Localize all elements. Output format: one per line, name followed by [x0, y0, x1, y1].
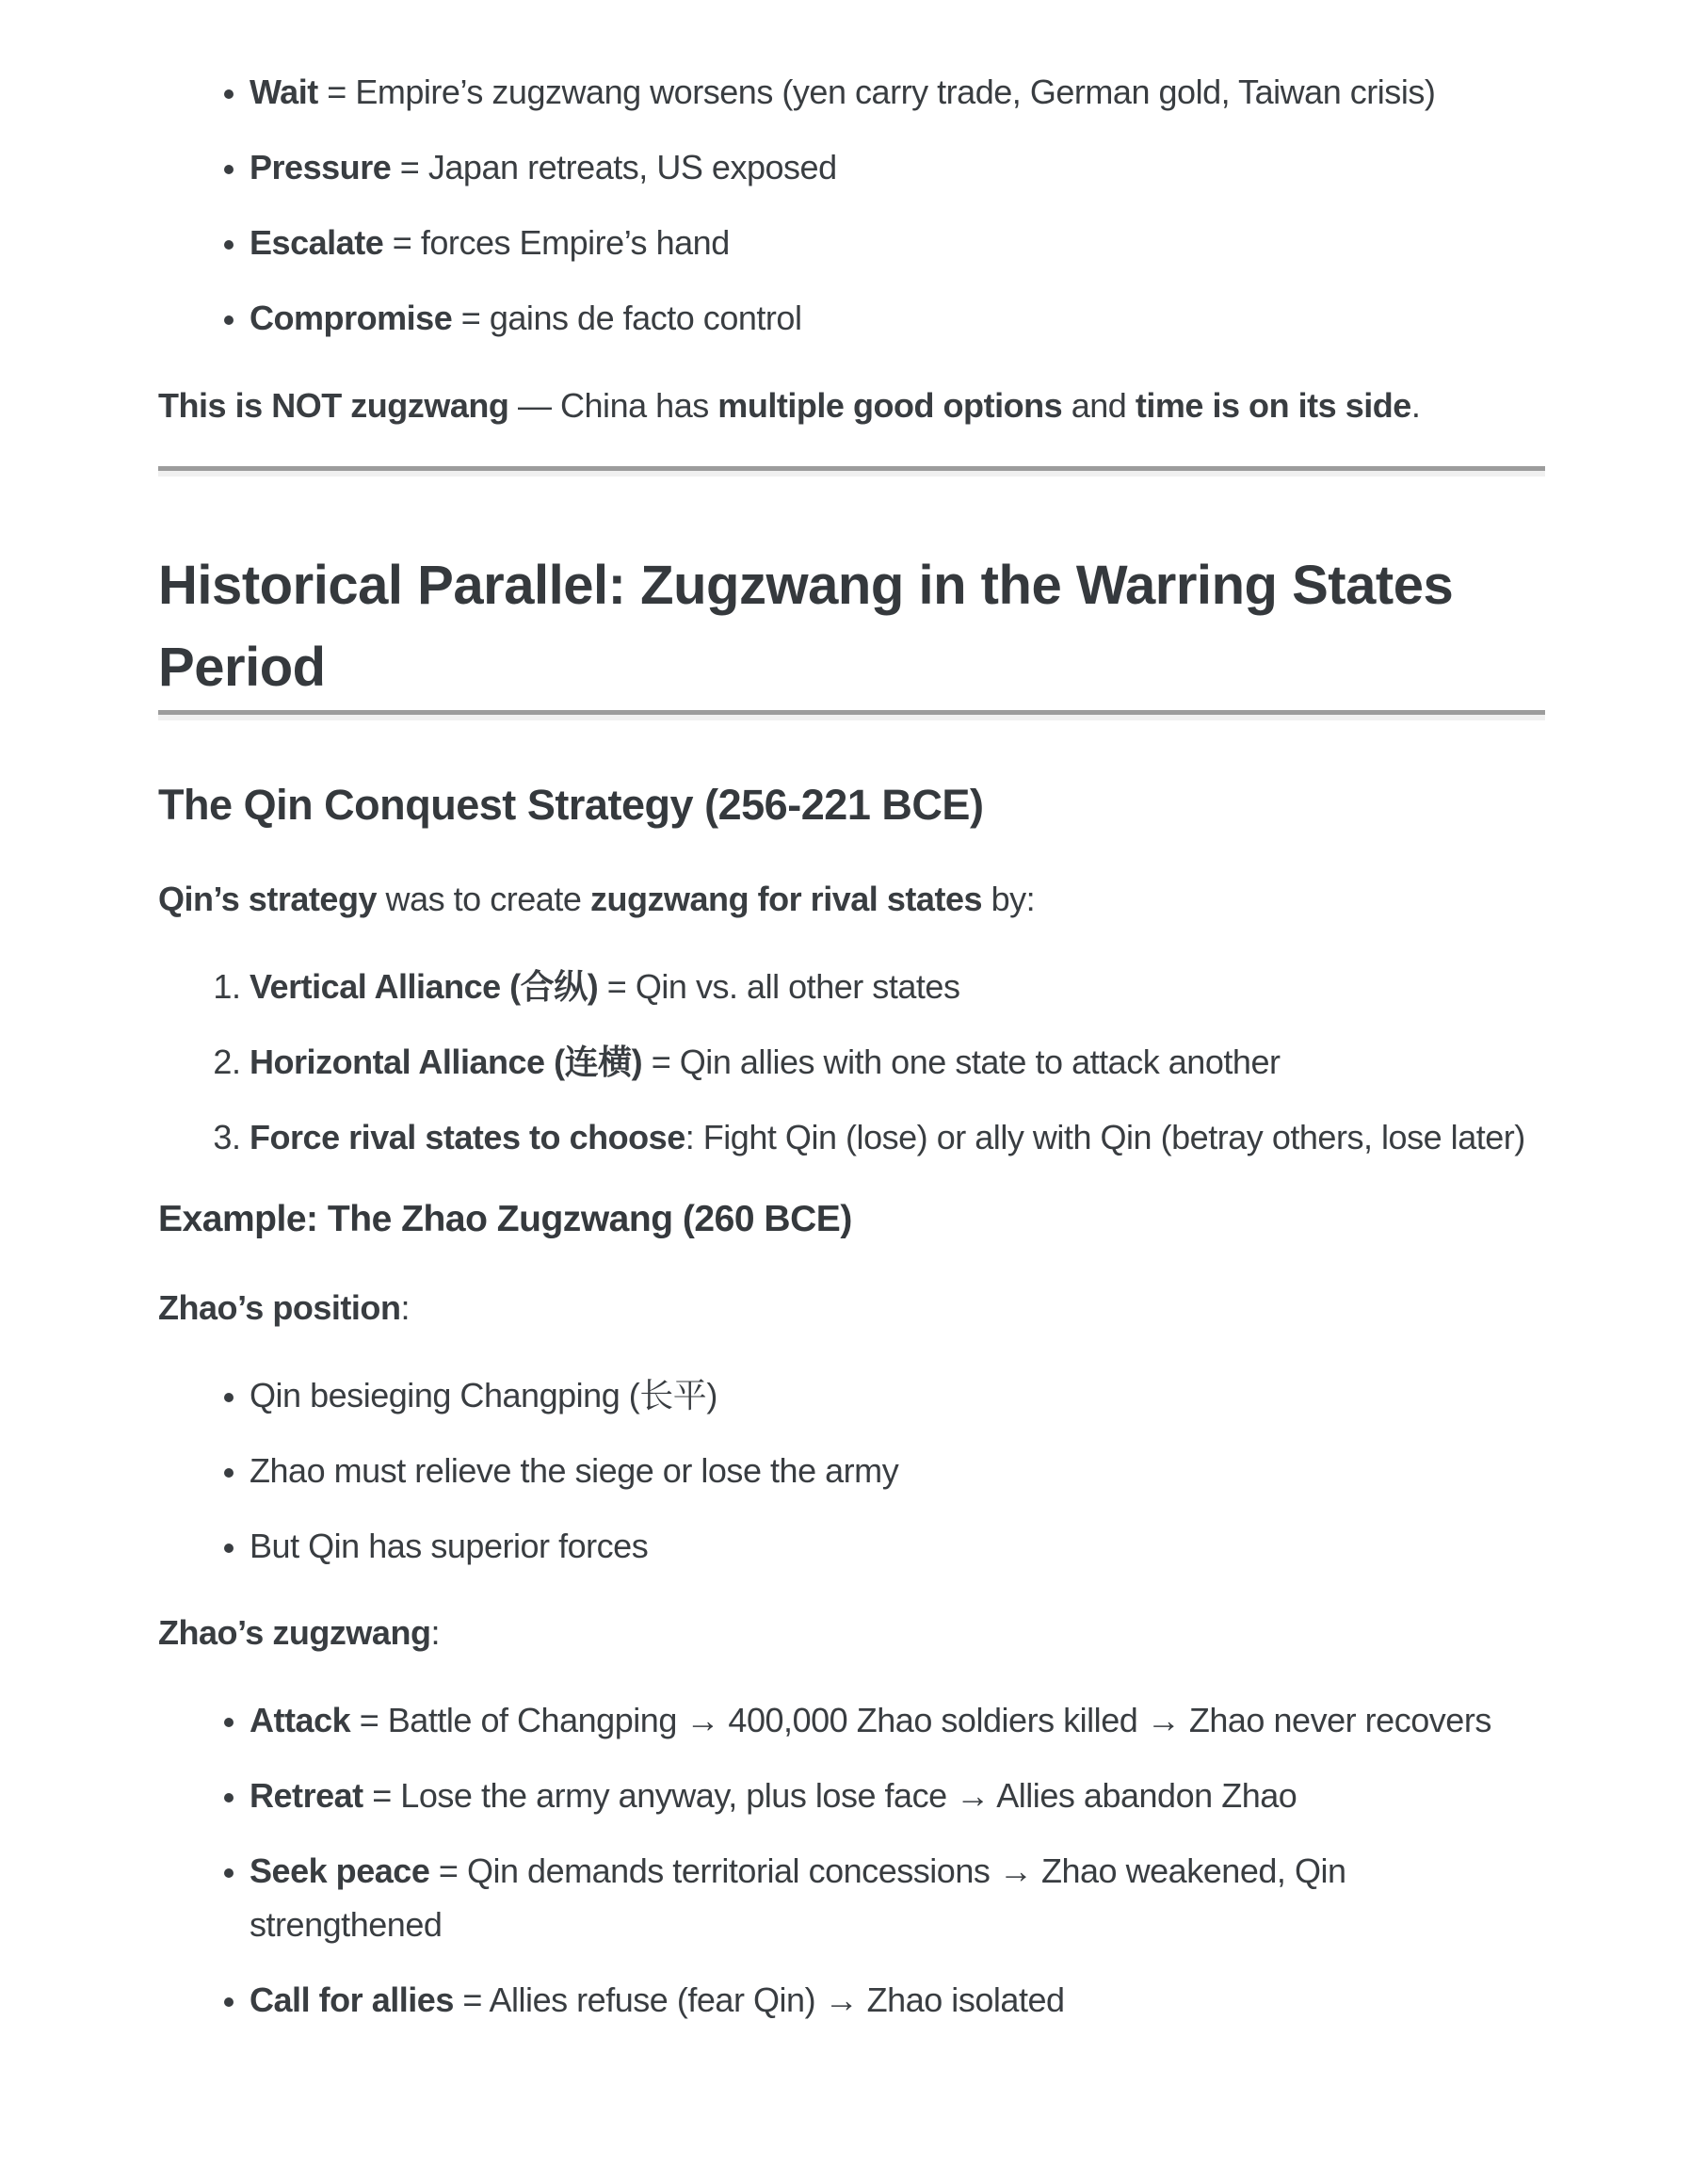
option-rest: = Qin demands territorial concessions → Zhao weakened, Qin strengthened — [250, 1851, 1346, 1944]
list-item: • But Qin has superior forces — [250, 1520, 1545, 1574]
option-rest: = Japan retreats, US exposed — [391, 147, 837, 186]
option-term: Retreat — [250, 1776, 363, 1816]
list-item — [250, 141, 1545, 195]
horizontal-rule — [158, 466, 1545, 477]
horizontal-rule — [158, 710, 1545, 720]
method-rest: = Qin vs. all other states — [598, 966, 960, 1006]
page-title: Historical Parallel: Zugzwang in the Warring States Period — [158, 555, 1454, 699]
option-term: Pressure — [250, 147, 392, 186]
zhao-position-label — [158, 1282, 1545, 1335]
option-rest: = gains de facto control — [452, 298, 802, 337]
label-rest: : — [400, 1287, 410, 1327]
label-rest: : — [430, 1613, 440, 1653]
option-rest: = Allies refuse (fear Qin) → Zhao isolated — [453, 1980, 1065, 2019]
text-segment: This is NOT zugzwang — [158, 385, 509, 425]
list-item — [250, 1694, 1545, 1748]
qin-methods-list — [158, 961, 1545, 1165]
text-segment: time is on its side — [1135, 385, 1411, 425]
method-term: Force rival states to choose — [250, 1117, 685, 1156]
option-term: Call for allies — [250, 1980, 454, 2019]
list-item: • Qin besieging Changping (长平) — [250, 1369, 1545, 1423]
option-term: Compromise — [250, 298, 453, 337]
zhao-options-list — [158, 1694, 1545, 2027]
section-title: The Qin Conquest Strategy (256-221 BCE) — [158, 781, 984, 830]
list-item — [250, 1770, 1545, 1823]
text-segment: — China has — [508, 385, 718, 425]
option-term: Wait — [250, 73, 318, 111]
text-segment: Qin’s strategy — [158, 879, 378, 918]
text-segment: . — [1410, 385, 1421, 425]
option-rest: = Empire’s zugzwang worsens (yen carry trade, German gold, Taiwan crisis) — [317, 73, 1436, 111]
list-item: • Zhao must relieve the siege or lose the army — [250, 1445, 1545, 1498]
label-bold: Zhao’s zugzwang — [158, 1613, 431, 1653]
list-item — [250, 292, 1545, 346]
document-body — [158, 0, 1545, 2028]
example-heading: Example: The Zhao Zugzwang (260 BCE) — [158, 1199, 852, 1240]
list-item — [250, 961, 1545, 1014]
option-term: Seek peace — [250, 1851, 430, 1890]
text-segment: multiple good options — [717, 385, 1063, 425]
label-bold: Zhao’s position — [158, 1287, 401, 1327]
method-rest: : Fight Qin (lose) or ally with Qin (betray others, lose later) — [685, 1117, 1525, 1156]
text-segment: zugzwang for rival states — [589, 879, 983, 918]
text-segment: by: — [982, 879, 1036, 918]
text-segment: was to create — [377, 879, 590, 918]
option-rest: = Battle of Changping → 400,000 Zhao soldiers killed → Zhao never recovers — [350, 1701, 1491, 1740]
not-zugzwang-paragraph — [158, 380, 1545, 433]
list-item — [250, 66, 1545, 120]
list-item — [250, 217, 1545, 270]
china-options-list — [158, 66, 1545, 346]
qin-strategy-paragraph — [158, 873, 1545, 927]
option-rest: = forces Empire’s hand — [383, 222, 730, 262]
zhao-position-list — [158, 1369, 1545, 1574]
text-segment: and — [1062, 385, 1136, 425]
method-term: Horizontal Alliance (连横) — [250, 1042, 643, 1081]
method-term: Vertical Alliance (合纵) — [250, 966, 599, 1006]
list-item — [250, 1974, 1545, 2028]
option-rest: = Lose the army anyway, plus lose face → Allies abandon Zhao — [363, 1776, 1297, 1816]
zhao-zugzwang-label — [158, 1607, 1545, 1660]
list-item — [250, 1845, 1545, 1952]
list-item — [250, 1036, 1545, 1090]
option-term: Attack — [250, 1701, 351, 1740]
option-term: Escalate — [250, 222, 384, 262]
method-rest: = Qin allies with one state to attack another — [642, 1042, 1281, 1081]
list-item — [250, 1111, 1545, 1165]
